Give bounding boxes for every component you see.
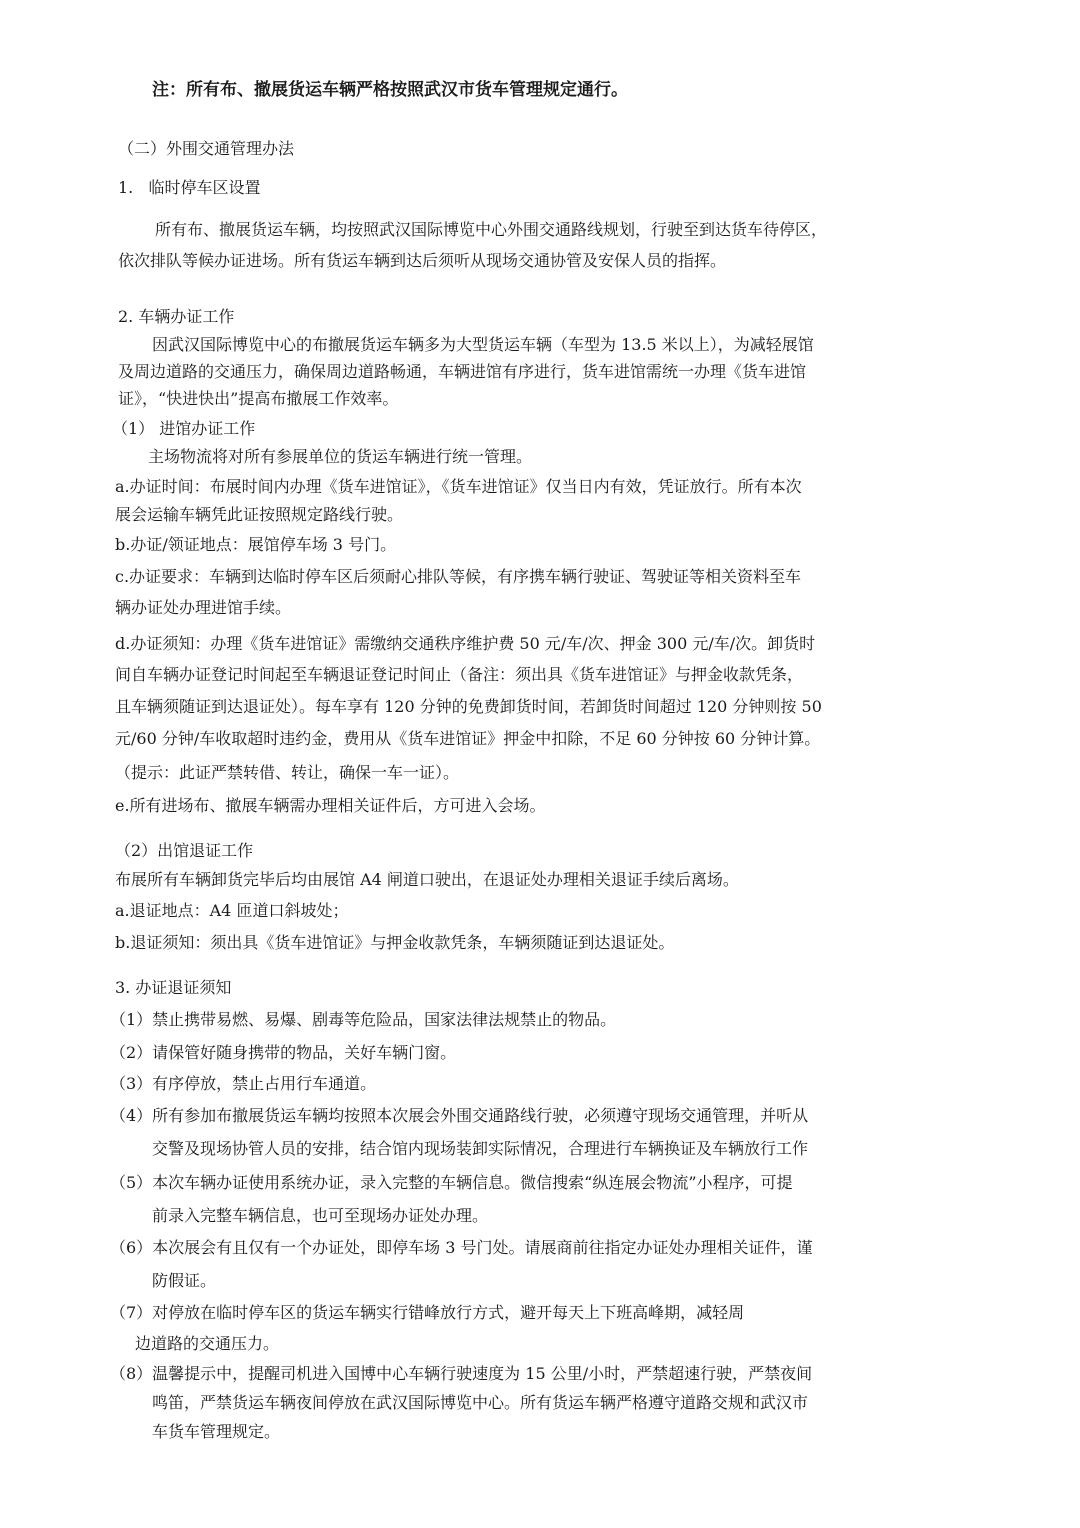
rule-line: （7）对停放在临时停车区的货运车辆实行错峰放行方式，避开每天上下班高峰期，减轻周 — [110, 1303, 745, 1322]
section-heading: （二）外围交通管理办法 — [118, 139, 295, 158]
item-1-heading: 1. 临时停车区设置 — [118, 178, 261, 197]
sub-1-a-line: a.办证时间：布展时间内办理《货车进馆证》，《货车进馆证》仅当日内有效，凭证放行。所有本次 — [115, 477, 802, 496]
rule-line: 车货车管理规定。 — [152, 1422, 281, 1441]
rule-line: （3）有序停放，禁止占用行车通道。 — [110, 1074, 377, 1093]
rule-line: 鸣笛，严禁货运车辆夜间停放在武汉国际博览中心。所有货运车辆严格遵守道路交规和武汉市 — [152, 1393, 809, 1412]
sub-2-intro: 布展所有车辆卸货完毕后均由展馆 A4 闸道口驶出，在退证处办理相关退证手续后离场。 — [115, 870, 739, 889]
rule-line: （2）请保管好随身携带的物品，关好车辆门窗。 — [110, 1043, 457, 1062]
sub-1-c-line: 辆办证处办理进馆手续。 — [115, 598, 292, 617]
note-text: 注：所有布、撤展货运车辆严格按照武汉市货车管理规定通行。 — [152, 80, 628, 100]
sub-1-d-line: 且车辆须随证到达退证处）。每车享有 120 分钟的免费卸货时间，若卸货时间超过 120 分钟则按 50 — [115, 697, 822, 716]
rule-line: 边道路的交通压力。 — [135, 1334, 280, 1353]
sub-1-d-line: （提示：此证严禁转借、转让，确保一车一证）。 — [115, 763, 460, 782]
item-2-para-line: 因武汉国际博览中心的布撤展货运车辆多为大型货运车辆（车型为 13.5 米以上），为减轻展馆 — [152, 335, 814, 354]
item-2-para-line: 及周边道路的交通压力，确保周边道路畅通，车辆进馆有序进行，货车进馆需统一办理《货车进馆 — [118, 362, 807, 381]
item-3-heading: 3. 办证退证须知 — [115, 978, 232, 997]
sub-2-heading: （2）出馆退证工作 — [115, 841, 254, 860]
sub-1-e: e.所有进场布、撤展车辆需办理相关证件后，方可进入会场。 — [115, 796, 546, 815]
item-1-para-line: 所有布、撤展货运车辆，均按照武汉国际博览中心外围交通路线规划，行驶至到达货车待停区， — [155, 220, 828, 239]
sub-1-intro: 主场物流将对所有参展单位的货运车辆进行统一管理。 — [148, 447, 533, 466]
rule-line: 交警及现场协管人员的安排，结合馆内现场装卸实际情况，合理进行车辆换证及车辆放行工作 — [152, 1139, 809, 1158]
rule-line: （4）所有参加布撤展货运车辆均按照本次展会外围交通路线行驶，必须遵守现场交通管理，并听从 — [110, 1106, 809, 1125]
sub-1-d-line: 元/60 分钟/车收取超时违约金，费用从《货车进馆证》押金中扣除，不足 60 分钟按 60 分钟计算。 — [115, 729, 821, 748]
item-1-para-line: 依次排队等候办证进场。所有货运车辆到达后须听从现场交通协管及安保人员的指挥。 — [118, 251, 727, 270]
sub-2-a: a.退证地点：A4 匝道口斜坡处； — [115, 901, 349, 920]
rule-line: （5）本次车辆办证使用系统办证，录入完整的车辆信息。微信搜索“纵连展会物流”小程序，可提 — [110, 1173, 793, 1192]
sub-1-d-line: d.办证须知：办理《货车进馆证》需缴纳交通秩序维护费 50 元/车/次、押金 300 元/车/次。卸货时 — [115, 634, 816, 653]
sub-1-heading: （1） 进馆办证工作 — [112, 419, 256, 438]
rule-line: （6）本次展会有且仅有一个办证处，即停车场 3 号门处。请展商前往指定办证处办理相关证件，谨 — [110, 1238, 813, 1257]
rule-line: （8）温馨提示中，提醒司机进入国博中心车辆行驶速度为 15 公里/小时，严禁超速行驶，严禁夜间 — [110, 1364, 813, 1383]
sub-1-b: b.办证/领证地点：展馆停车场 3 号门。 — [115, 535, 397, 554]
sub-1-c-line: c.办证要求：车辆到达临时停车区后须耐心排队等候，有序携车辆行驶证、驾驶证等相关资料至车 — [115, 567, 802, 586]
sub-1-a-line: 展会运输车辆凭此证按照规定路线行驶。 — [115, 505, 404, 524]
item-2-para-line: 证》，“快进快出”提高布撤展工作效率。 — [118, 389, 399, 408]
rule-line: 前录入完整车辆信息，也可至现场办证处办理。 — [152, 1206, 489, 1225]
item-2-heading: 2. 车辆办证工作 — [118, 307, 235, 326]
rule-line: 防假证。 — [152, 1271, 217, 1290]
sub-1-d-line: 间自车辆办证登记时间起至车辆退证登记时间止（备注：须出具《货车进馆证》与押金收款凭条， — [115, 665, 804, 684]
sub-2-b: b.退证须知：须出具《货车进馆证》与押金收款凭条，车辆须随证到达退证处。 — [115, 933, 675, 952]
rule-line: （1）禁止携带易燃、易爆、剧毒等危险品，国家法律法规禁止的物品。 — [110, 1010, 617, 1029]
